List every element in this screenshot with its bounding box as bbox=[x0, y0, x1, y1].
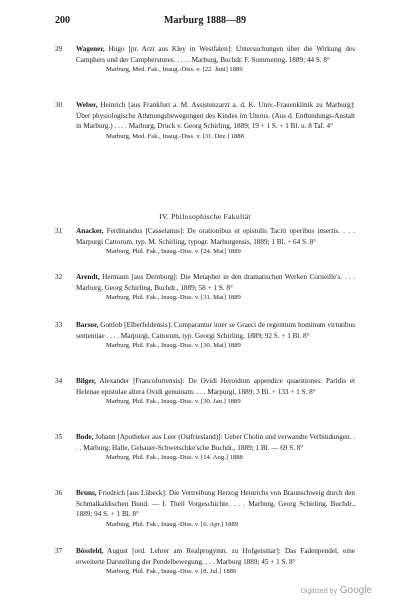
entry-footnote: Marburg, Phil. Fak., Inaug.-Diss. v. [6. Apr.] 1889 bbox=[106, 520, 239, 528]
entry-footnote: Marburg, Med. Fak., Inaug.-Diss. v. [22. Juni] 1889 bbox=[106, 66, 243, 74]
watermark-prefix: Digitized by bbox=[300, 588, 337, 595]
entry-footnote: Marburg, Phil. Fak., Inaug.-Diss. v. [24. Mai] 1889 bbox=[106, 248, 241, 256]
bibliography-entry bbox=[55, 226, 355, 258]
bibliography-entry bbox=[55, 320, 355, 352]
entry-body bbox=[76, 376, 355, 408]
entry-number: 30 bbox=[55, 101, 63, 109]
entry-footnote: Marburg, Phil. Fak., Inaug.-Diss. v. [8. Jul.] 1889 bbox=[106, 568, 237, 576]
entry-text: Hermann [aus Dernburg]: Die Metapher in den dramatischen Werken Corneille's. . . . Marburg, Georg Schirling, Buchdr., 1889; 58 + 1 S. 8° bbox=[76, 273, 356, 292]
running-head: Marburg 1888—89 bbox=[164, 15, 246, 26]
bibliography-entry bbox=[55, 376, 355, 408]
entry-author: Bode, bbox=[76, 433, 94, 441]
entry-footnote: Marburg, Med. Fak., Inaug.-Diss. v. [31. Dez.] 1888 bbox=[106, 132, 244, 140]
entry-body bbox=[76, 272, 355, 304]
entry-text: Alexander [Francofurtensis]: De Ovidi Heroidum appendice quaestiones: Paridis et Helenae epistulae altera Ovidi genuinam. . . . Marpurgi, 1889; 3 Bl. + 133 + 1 S. 8° bbox=[76, 377, 355, 396]
entry-footnote: Marburg, Phil. Fak., Inaug.-Diss. v. [30. Jan.] 1889 bbox=[106, 398, 241, 406]
entry-author: Arendt, bbox=[76, 273, 100, 281]
entry-text: Hugo [pr. Arzt aus Kley in Westfalen]: Untersuchungen über die Wirkung des Camphers und der Campherstures. . . . . Marburg, Buchdr. F. Sommering, 1889; 44 S. 8° bbox=[76, 45, 355, 64]
entry-author: Weber, bbox=[76, 101, 98, 109]
entry-text: Friedrich [aus Lübeck]: Die Vertreibung Herzog Heinrichs von Braunschweig durch den Schmalkaldischen Bund. — I. Theil Vorgeschichte. . . . Marburg, Georg Schirling, Buchdr., 1889; 94 S. + 1 Bl. 8° bbox=[76, 489, 355, 519]
entry-author: Bilger, bbox=[76, 377, 96, 385]
entry-body bbox=[76, 226, 355, 258]
entry-body bbox=[76, 100, 355, 142]
entry-body bbox=[76, 320, 355, 352]
entry-body bbox=[76, 546, 355, 578]
entry-number: 34 bbox=[55, 377, 63, 385]
entry-text: Johann [Apotheker aus Leer (Ostfriesland)]: Ueber Cholin und verwandte Verbindungen. . . . Marburg; Halle, Gebauer-Schwetschke'sche Buchdr., 1889; 1 Bl. — 69 S. 8° bbox=[76, 433, 355, 452]
bibliography-entry bbox=[55, 272, 355, 304]
entry-body bbox=[76, 488, 355, 530]
entry-body bbox=[76, 44, 355, 76]
entry-footnote: Marburg, Phil. Fak., Inaug.-Diss. v. [31. Mai] 1889 bbox=[106, 294, 241, 302]
bibliography-entry bbox=[55, 546, 355, 578]
bibliography-entry bbox=[55, 488, 355, 530]
bibliography-entry bbox=[55, 44, 355, 76]
entry-number: 35 bbox=[55, 433, 63, 441]
section-heading: IV. Philosophische Fakultät bbox=[159, 212, 251, 221]
digitization-watermark bbox=[301, 585, 372, 596]
watermark-brand: Google bbox=[339, 585, 372, 596]
entry-author: Bössfeld, bbox=[76, 547, 104, 555]
entry-number: 36 bbox=[55, 489, 63, 497]
bibliography-entry bbox=[55, 432, 355, 464]
entry-text: Heinrich [aus Frankfurt a. M. Assistenzarzt a. d. K. Univ.-Frauenklinik zu Marburg]: Über physiologische Athmungsbewegungen des Kindes im Uterus. (Aus d. Entbindungs-Anstalt in Marburg.) . . . . Marburg, Druck v. Georg Schirling, 1889; 19 + 1 S. + 1 Bl. u. 8 Taf. 4° bbox=[76, 101, 355, 131]
entry-text: Ferdinandus [Casselanus]: De orationibus et epistulis Taciti operibus insertis. . . . Marpurgi Cattorum, typ. M. Schirling, typogr. Marburgensis, 1889; 1 Bl. + 64 S. 8° bbox=[76, 227, 355, 246]
bibliography-entry bbox=[55, 100, 355, 142]
entry-author: Bruns, bbox=[76, 489, 97, 497]
entry-author: Barsor, bbox=[76, 321, 99, 329]
entry-footnote: Marburg, Phil. Fak., Inaug.-Diss. v. [14. Aug.] 1888 bbox=[106, 454, 243, 462]
entry-body bbox=[76, 432, 355, 464]
entry-author: Anacker, bbox=[76, 227, 104, 235]
entry-number: 29 bbox=[55, 45, 63, 53]
page-number: 200 bbox=[55, 15, 70, 26]
entry-footnote: Marburg, Phil. Fak., Inaug.-Diss. v. [30. Mai] 1889 bbox=[106, 342, 241, 350]
entry-number: 32 bbox=[55, 273, 63, 281]
entry-number: 31 bbox=[55, 227, 63, 235]
entry-text: August [ord. Lehrer am Realprogymn. zu Hofgeismar]: Das Fadenpendel, eine erweiterte Darstellung der Pendelbewegung. . . . Marburg 1889; 45 + 1 S. 8° bbox=[76, 547, 355, 566]
entry-number: 33 bbox=[55, 321, 63, 329]
entry-number: 37 bbox=[55, 547, 63, 555]
entry-text: Gottlob [Elberfeldensis]: Comparantur inter se Graeci de regentium hominum virtutibus sententiae . . . . Marpurgi, Cattorum, typ. Georgi Schirling, 1889; 92 S. + 1 Bl. 8° bbox=[76, 321, 356, 340]
entry-author: Wagener, bbox=[76, 45, 105, 53]
